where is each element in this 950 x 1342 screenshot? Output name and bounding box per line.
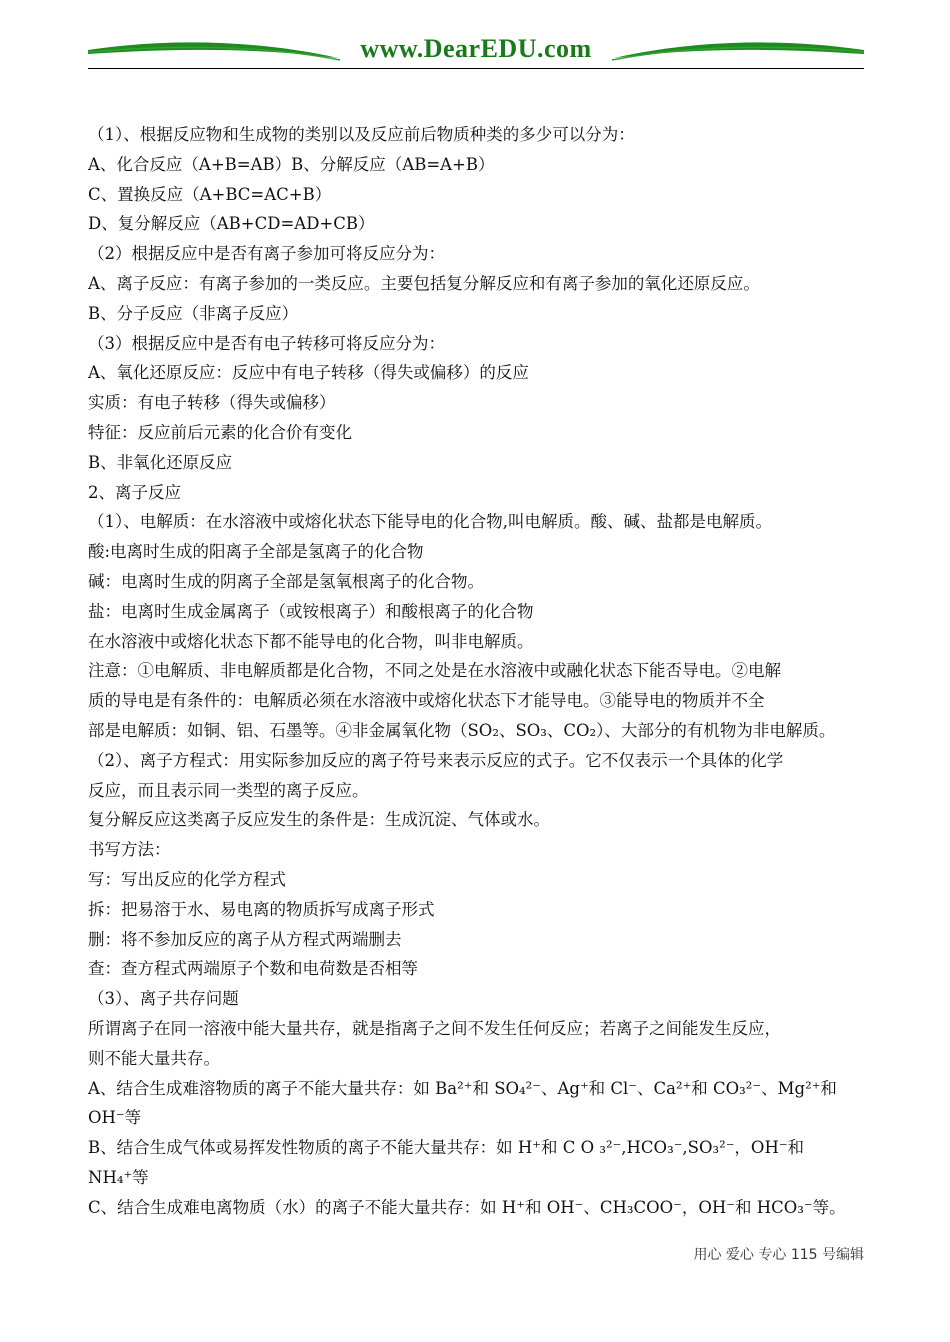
header-divider xyxy=(88,68,864,69)
text-line: 酸:电离时生成的阳离子全部是氢离子的化合物 xyxy=(88,542,424,562)
text-line: 反应，而且表示同一类型的离子反应。 xyxy=(88,780,369,800)
text-line: A、化合反应（A+B=AB）B、分解反应（AB=A+B） xyxy=(88,154,495,174)
text-line: （1）、电解质：在水溶液中或熔化状态下能导电的化合物,叫电解质。酸、碱、盐都是电解质。 xyxy=(88,512,772,532)
text-line: OH⁻等 xyxy=(88,1108,142,1128)
text-line: （3）、离子共存问题 xyxy=(88,989,239,1009)
text-line: B、分子反应（非离子反应） xyxy=(88,303,299,323)
text-line: 查：查方程式两端原子个数和电荷数是否相等 xyxy=(88,959,418,979)
text-line: （1）、根据反应物和生成物的类别以及反应前后物质种类的多少可以分为： xyxy=(88,125,635,144)
text-line: 复分解反应这类离子反应发生的条件是：生成沉淀、气体或水。 xyxy=(88,810,550,830)
text-line: A、离子反应：有离子参加的一类反应。主要包括复分解反应和有离子参加的氧化还原反应。 xyxy=(88,273,760,293)
text-line: 注意：①电解质、非电解质都是化合物，不同之处是在水溶液中或融化状态下能否导电。②电解 xyxy=(88,661,781,681)
text-line: 则不能大量共存。 xyxy=(88,1048,220,1068)
text-line: 特征：反应前后元素的化合价有变化 xyxy=(88,422,352,442)
text-line: 写：写出反应的化学方程式 xyxy=(88,869,286,889)
text-line: 书写方法： xyxy=(88,840,171,860)
text-line: 拆：把易溶于水、易电离的物质拆写成离子形式 xyxy=(88,899,435,919)
text-line: 质的导电是有条件的：电解质必须在水溶液中或熔化状态下才能导电。③能导电的物质并不全 xyxy=(88,691,765,711)
text-line: C、结合生成难电离物质（水）的离子不能大量共存：如 H⁺和 OH⁻、CH₃COO⁻，OH⁻和 HCO₃⁻等。 xyxy=(88,1197,846,1217)
text-line: （2）、离子方程式：用实际参加反应的离子符号来表示反应的式子。它不仅表示一个具体的化学 xyxy=(88,750,784,770)
site-logo-text: www.DearEDU.com xyxy=(360,34,592,63)
text-line: NH₄⁺等 xyxy=(88,1167,149,1187)
text-line: （3）根据反应中是否有电子转移可将反应分为： xyxy=(88,333,445,353)
text-line: 部是电解质：如铜、铝、石墨等。④非金属氧化物（SO₂、SO₃、CO₂）、大部分的有机物为非电解质。 xyxy=(88,720,836,740)
text-line: A、氧化还原反应：反应中有电子转移（得失或偏移）的反应 xyxy=(88,363,529,383)
text-line: B、结合生成气体或易挥发性物质的离子不能大量共存：如 H⁺和 C O ₃²⁻,HCO₃⁻,SO₃²⁻，OH⁻和 xyxy=(88,1138,805,1158)
text-line: 删：将不参加反应的离子从方程式两端删去 xyxy=(88,929,402,949)
text-line: B、非氧化还原反应 xyxy=(88,452,233,472)
page-footer: 用心 爱心 专心 115 号编辑 xyxy=(693,1247,864,1263)
text-line: 盐：电离时生成金属离子（或铵根离子）和酸根离子的化合物 xyxy=(88,601,534,621)
text-line: 在水溶液中或熔化状态下都不能导电的化合物，叫非电解质。 xyxy=(88,631,534,651)
document-body xyxy=(88,120,868,1222)
text-line: 碱：电离时生成的阴离子全部是氢氧根离子的化合物。 xyxy=(88,571,484,591)
text-line: 实质：有电子转移（得失或偏移） xyxy=(88,393,336,413)
text-line: 所谓离子在同一溶液中能大量共存，就是指离子之间不发生任何反应；若离子之间能发生反应， xyxy=(88,1018,781,1038)
text-line: C、置换反应（A+BC=AC+B） xyxy=(88,184,332,204)
text-line: A、结合生成难溶物质的离子不能大量共存：如 Ba²⁺和 SO₄²⁻、Ag⁺和 Cl⁻、Ca²⁺和 CO₃²⁻、Mg²⁺和 xyxy=(88,1078,837,1098)
text-line: 2、离子反应 xyxy=(88,482,181,502)
text-line: D、复分解反应（AB+CD=AD+CB） xyxy=(88,214,375,234)
text-line: （2）根据反应中是否有离子参加可将反应分为： xyxy=(88,244,445,264)
